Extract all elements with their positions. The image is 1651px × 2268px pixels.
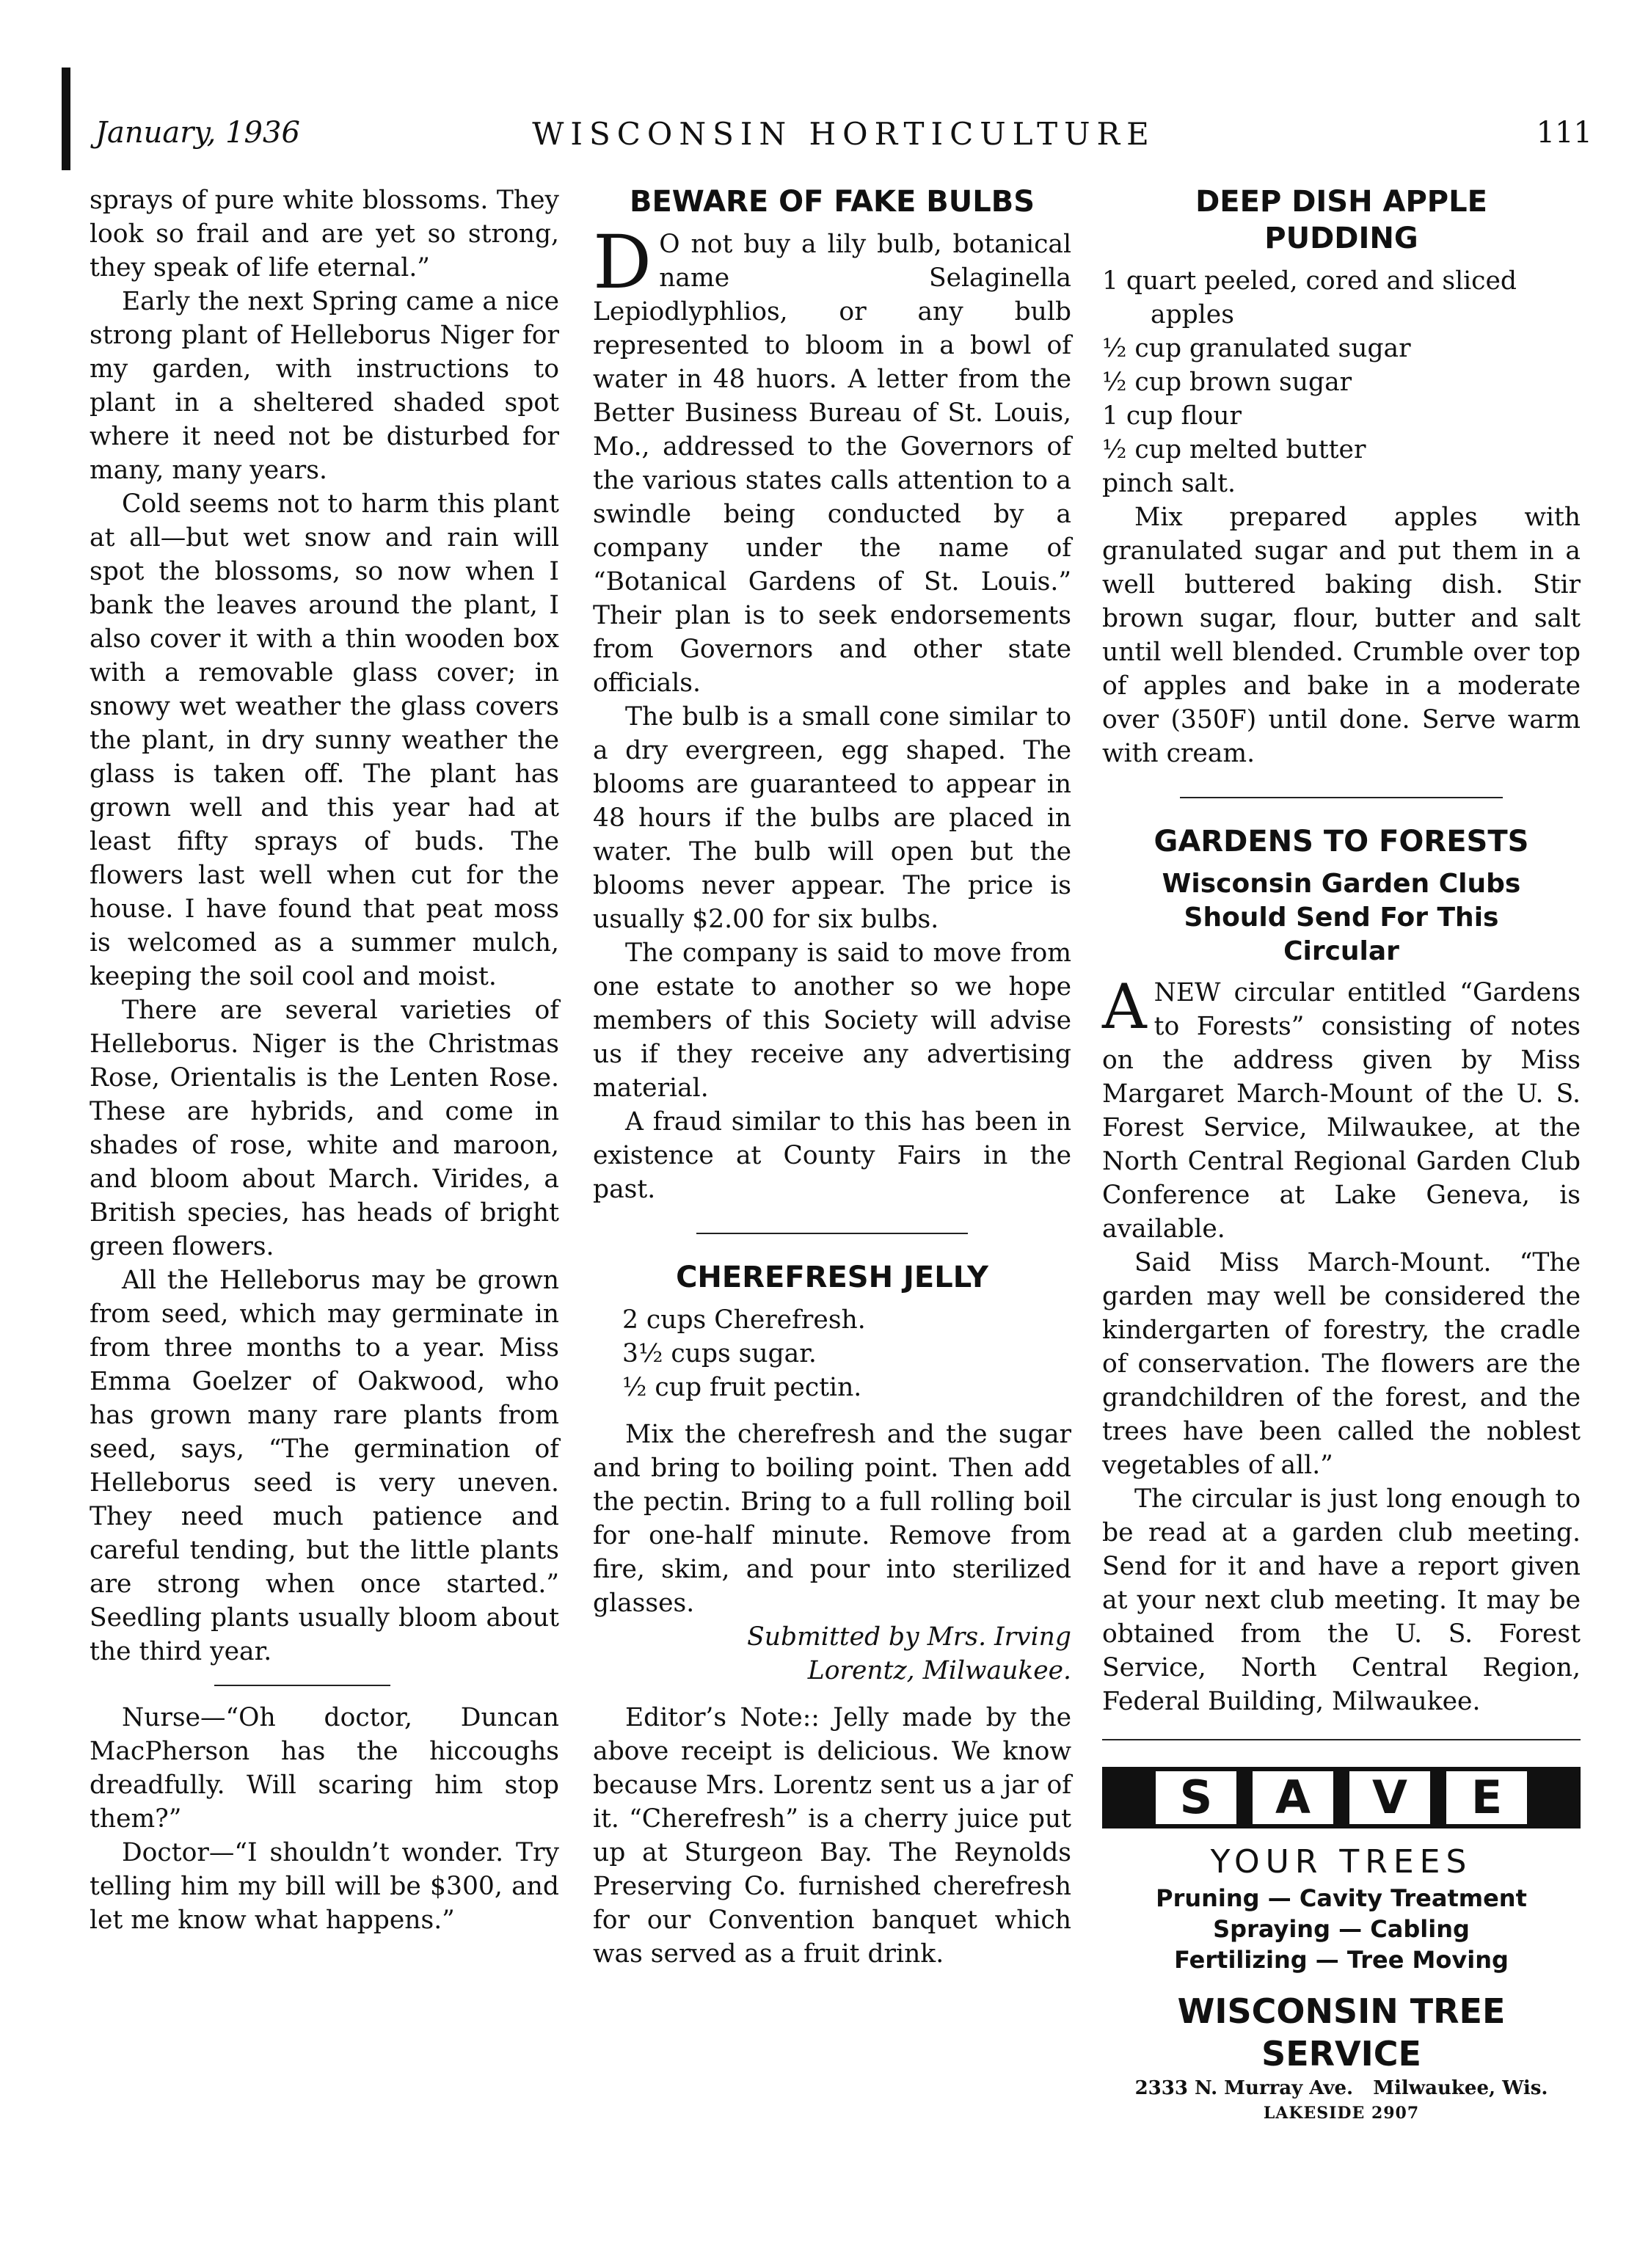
signature-line: Submitted by Mrs. Irving <box>747 1622 1071 1652</box>
save-letter: A <box>1253 1771 1333 1824</box>
gardens-paragraph <box>1102 971 1581 1246</box>
divider <box>1180 797 1503 798</box>
ingredient: 3½ cups sugar. <box>622 1339 817 1368</box>
pudding-heading: DEEP DISH APPLE PUDDING <box>1195 185 1487 255</box>
gardens-paragraph: The circular is just long enough to be read at a garden club meeting. Send for it and have a report given at your next club meeting. It may be obtained from the U. S. Forest Service, North Central Region, Federal Building, Milwaukee. <box>1102 1484 1581 1716</box>
ingredient: pinch salt. <box>1102 469 1236 498</box>
drop-cap: A <box>1102 971 1147 1043</box>
gardens-paragraph: Said Miss March-Mount. “The garden may well be considered the kindergarten of forestry, the cradle of conservation. The flowers are the grandchildren of the forest, and the trees have been called the noblest vegetables of all.” <box>1102 1248 1581 1480</box>
article-paragraph: Cold seems not to harm this plant at all—but wet snow and rain will spot the blossoms, so now when I bank the leaves around the plant, I also cover it with a thin wooden box with a removable glass cover; in snowy wet weather the glass covers the plant, in dry sunny weather the glass is taken off. The plant has grown well and this year had at least fifty sprays of buds. The flowers last well when cut for the house. I have found that peat moss is welcomed as a summer mulch, keeping the soil cool and moist. <box>90 489 559 991</box>
pudding-method: Mix prepared apples with granulated sugar and put them in a well buttered baking dish. Stir brown sugar, flour, butter and salt until well blended. Crumble over top of apples and bake in a moderate over (350F) until done. Serve warm with cream. <box>1102 503 1581 768</box>
editor-note: Editor’s Note:: Jelly made by the above receipt is delicious. We know because Mrs. Lorentz sent us a jar of it. “Cherefresh” is a cherry juice put up at Sturgeon Bay. The Reynolds Preserving Co. furnished cherefresh for our Convention banquet which was served as a fruit drink. <box>593 1703 1071 1969</box>
page-number: 111 <box>1536 116 1592 150</box>
jelly-signature <box>593 1620 1071 1688</box>
bulbs-heading: BEWARE OF FAKE BULBS <box>629 185 1035 219</box>
article-paragraph: sprays of pure white blossoms. They look so frail and are yet so strong, they speak of life eternal.” <box>90 186 559 282</box>
margin-bar <box>62 68 70 170</box>
magazine-title: WISCONSIN HORTICULTURE <box>532 116 1156 152</box>
jelly-heading: CHEREFRESH JELLY <box>676 1261 988 1294</box>
bulbs-paragraph: A fraud similar to this has been in existence at County Fairs in the past. <box>593 1107 1071 1204</box>
ingredient: 1 cup flour <box>1102 401 1242 431</box>
ad-tagline: YOUR TREES <box>1210 1843 1473 1881</box>
ad-rule <box>1102 1739 1581 1740</box>
page-header <box>95 110 1592 161</box>
jelly-ingredients <box>593 1303 1071 1404</box>
gardens-heading: GARDENS TO FORESTS <box>1153 825 1529 858</box>
gardens-paragraph-text: NEW circular entitled “Gardens to Forests” consisting of notes on the address given by Miss Margaret March-Mount of the U. S. Forest Service, Milwaukee, at the North Central Regional Garden Club Conference at Lake Geneva, is available. <box>1102 978 1581 1244</box>
issue-date: January, 1936 <box>95 116 300 150</box>
article-paragraph: All the Helleborus may be grown from seed, which may germinate in from three months to a year. Miss Emma Goelzer of Oakwood, who has grown many rare plants from seed, says, “The germination of Helleborus seed is very uneven. They need much patience and careful tending, but the little plants are strong when once started.” Seedling plants usually bloom about the third year. <box>90 1266 559 1666</box>
divider <box>214 1685 390 1686</box>
bulbs-paragraph-text: O not buy a lily bulb, botanical name Selaginella Lepiodlyphlios, or any bulb represented to bloom in a bowl of water in 48 huors. A letter from the Better Business Bureau of St. Louis, Mo., addressed to the Governors of the various states calls attention to a swindle being conducted by a company under the name of “Botanical Gardens of St. Louis.” Their plan is to seek endorsements from Governors and other state officials. <box>593 230 1071 698</box>
ad-phone: LAKESIDE 2907 <box>1263 2104 1420 2123</box>
article-paragraph: Early the next Spring came a nice strong plant of Helleborus Niger for my garden, with instructions to plant in a sheltered shaded spot where it need not be disturbed for many, many years. <box>90 287 559 485</box>
ingredient: ½ cup granulated sugar <box>1102 334 1411 363</box>
ad-services: Pruning — Cavity Treatment <box>1156 1884 1527 1912</box>
gardens-subheading: Wisconsin Garden Clubs Should Send For This Circular <box>1162 869 1521 966</box>
joke-line: Nurse—“Oh doctor, Duncan MacPherson has the hiccoughs dreadfully. Will scaring him stop them?” <box>90 1703 559 1834</box>
column-1 <box>90 183 559 1937</box>
divider <box>696 1233 968 1234</box>
ad-services: Fertilizing — Tree Moving <box>1174 1946 1509 1974</box>
ad-services: Spraying — Cabling <box>1213 1915 1470 1943</box>
ad-address: 2333 N. Murray Ave. Milwaukee, Wis. <box>1134 2077 1548 2099</box>
ingredient: ½ cup brown sugar <box>1102 368 1352 397</box>
bulbs-paragraph <box>593 219 1071 700</box>
ad-company-name: WISCONSIN TREE SERVICE <box>1177 1991 1506 2074</box>
save-letter: S <box>1156 1771 1236 1824</box>
signature-line: Lorentz, Milwaukee. <box>807 1656 1071 1685</box>
column-3 <box>1102 183 1581 2125</box>
ingredient: ½ cup fruit pectin. <box>622 1373 862 1402</box>
ingredient: ½ cup melted butter <box>1102 435 1366 464</box>
save-letter: E <box>1446 1771 1527 1824</box>
save-letter: V <box>1349 1771 1430 1824</box>
drop-cap: D <box>593 219 652 305</box>
article-paragraph: There are several varieties of Helleborus. Niger is the Christmas Rose, Orientalis is the Lenten Rose. These are hybrids, and come in shades of rose, white and maroon, and bloom about March. Virides, a British species, has heads of bright green flowers. <box>90 996 559 1261</box>
bulbs-paragraph: The bulb is a small cone similar to a dry evergreen, egg shaped. The blooms are guaranteed to appear in 48 hours if the bulbs are placed in water. The bulb will open but the blooms never appear. The price is usually $2.00 for six bulbs. <box>593 702 1071 934</box>
pudding-ingredients <box>1102 264 1581 500</box>
save-banner <box>1102 1767 1581 1828</box>
bulbs-paragraph: The company is said to move from one estate to another so we hope members of this Society will advise us if they receive any advertising material. <box>593 938 1071 1103</box>
joke-line: Doctor—“I shouldn’t wonder. Try telling him my bill will be $300, and let me know what happens.” <box>90 1838 559 1935</box>
tree-service-ad <box>1102 1739 1581 2125</box>
column-2 <box>593 183 1071 1971</box>
ingredient: 1 quart peeled, cored and sliced apples <box>1102 266 1517 329</box>
jelly-method: Mix the cherefresh and the sugar and bring to boiling point. Then add the pectin. Bring to a full rolling boil for one-half minute. Remove from fire, skim, and pour into sterilized glasses. <box>593 1420 1071 1618</box>
ingredient: 2 cups Cherefresh. <box>622 1305 866 1335</box>
